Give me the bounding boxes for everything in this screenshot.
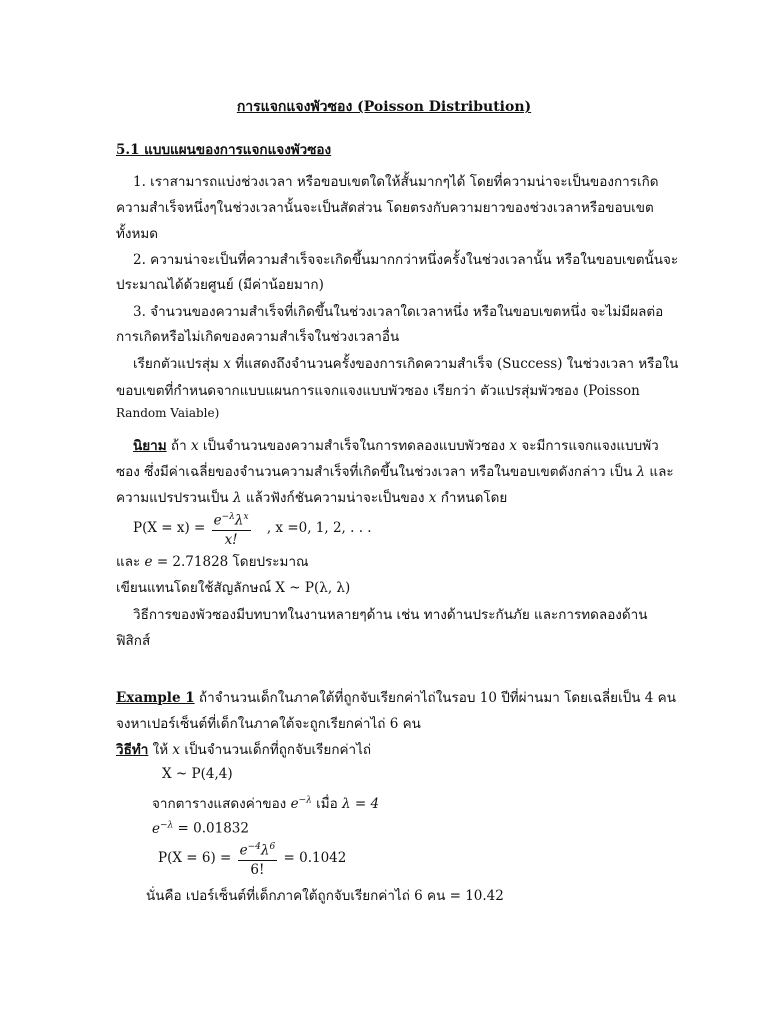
section-heading: 5.1 แบบแผนของการแจกแจงพัวซอง — [116, 142, 332, 158]
definition-line-2: ซอง ซึ่งมีค่าเฉลี่ยของจำนวนความสำเร็จที่เกิดขึ้นในช่วงเวลา หรือในขอบเขตดังกล่าว เป็น λ และ — [116, 464, 674, 480]
notation-line: เขียนแทนโดยใช้สัญลักษณ์ X ~ P(λ, λ) — [116, 580, 351, 596]
page-title: การแจกแจงพัวซอง (Poisson Distribution) — [236, 99, 532, 115]
e-value-line: $e^{-\lambda} = 0.01832$ — [152, 820, 249, 837]
rule-3-line-1: 3. จำนวนของความสำเร็จที่เกิดขึ้นในช่วงเวลาใดเวลาหนึ่ง หรือในขอบเขตหนึ่ง จะไม่มีผลต่อ — [133, 304, 664, 320]
rule-2-line-1: 2. ความน่าจะเป็นที่ความสำเร็จจะเกิดขึ้นมากกว่าหนึ่งครั้งในช่วงเวลานั้น หรือในขอบเขตนั้นจะ — [133, 252, 679, 268]
poisson-pmf-formula: P(X = x) = $\frac{e^{-\lambda}\lambda^x}{x!}$ , x =0, 1, 2, . . . — [133, 508, 372, 549]
definition-label: นิยาม — [133, 438, 167, 454]
rule-1-line-3: ทั้งหมด — [116, 226, 159, 242]
e-constant-line: และ e = 2.71828 โดยประมาณ — [116, 554, 309, 570]
rule-2-line-2: ประมาณได้ด้วยศูนย์ (มีค่าน้อยมาก) — [116, 277, 324, 293]
rule-3-line-2: การเกิดหรือไม่เกิดของความสำเร็จในช่วงเวลาอื่น — [116, 329, 400, 345]
solution-line: วิธีทำ ให้ x เป็นจำนวนเด็กที่ถูกจับเรียกค่าไถ่ — [116, 742, 372, 758]
example-line-2: จงหาเปอร์เซ็นต์ที่เด็กในภาคใต้จะถูกเรียกค่าไถ่ 6 คน — [116, 716, 421, 732]
table-lookup-line: จากตารางแสดงค่าของ $e^{-\lambda}$ เมื่อ λ = 4 — [152, 795, 380, 812]
random-variable-line-3: Random Vaiable) — [116, 406, 220, 420]
applications-line-2: ฟิสิกส์ — [116, 633, 151, 649]
solution-label: วิธีทำ — [116, 742, 149, 758]
definition-line-3: ความแปรปรวนเป็น λ แล้วฟังก์ชันความน่าจะเป็นของ x กำหนดโดย — [116, 490, 508, 506]
distribution-line: X ~ P(4,4) — [162, 766, 233, 782]
definition-line-1: นิยาม ถ้า x เป็นจำนวนของความสำเร็จในการทดลองแบบพัวซอง x จะมีการแจกแจงแบบพัว — [133, 438, 659, 454]
example-line-1: Example 1 ถ้าจำนวนเด็กในภาคใต้ที่ถูกจับเรียกค่าไถ่ในรอบ 10 ปีที่ผ่านมา โดยเฉลี่ยเป็น 4 คน — [116, 690, 676, 706]
applications-line-1: วิธีการของพัวซองมีบทบาทในงานหลายๆด้าน เช่น ทางด้านประกันภัย และการทดลองด้าน — [133, 607, 648, 623]
conclusion-line: นั่นคือ เปอร์เซ็นต์ที่เด็กภาคใต้ถูกจับเรียกค่าไถ่ 6 คน = 10.42 — [146, 888, 504, 904]
random-variable-line-1: เรียกตัวแปรสุ่ม x ที่แสดงถึงจำนวนครั้งของการเกิดความสำเร็จ (Success) ในช่วงเวลา หรือใน — [133, 356, 679, 372]
rule-1-line-2: ความสำเร็จหนึ่งๆในช่วงเวลานั้นจะเป็นสัดส่วน โดยตรงกับความยาวของช่วงเวลาหรือขอบเขต — [116, 200, 654, 216]
probability-computation: P(X = 6) = $\frac{e^{-4}\lambda^6}{6!}$ = 0.1042 — [158, 838, 346, 879]
rule-1-line-1: 1. เราสามารถแบ่งช่วงเวลา หรือขอบเขตใดให้สั้นมากๆได้ โดยที่ความน่าจะเป็นของการเกิด — [133, 174, 659, 190]
example-label: Example 1 — [116, 690, 195, 706]
random-variable-line-2: ขอบเขตที่กำหนดจากแบบแผนการแจกแจงแบบพัวซอง เรียกว่า ตัวแปรสุ่มพัวซอง (Poisson — [116, 383, 640, 399]
